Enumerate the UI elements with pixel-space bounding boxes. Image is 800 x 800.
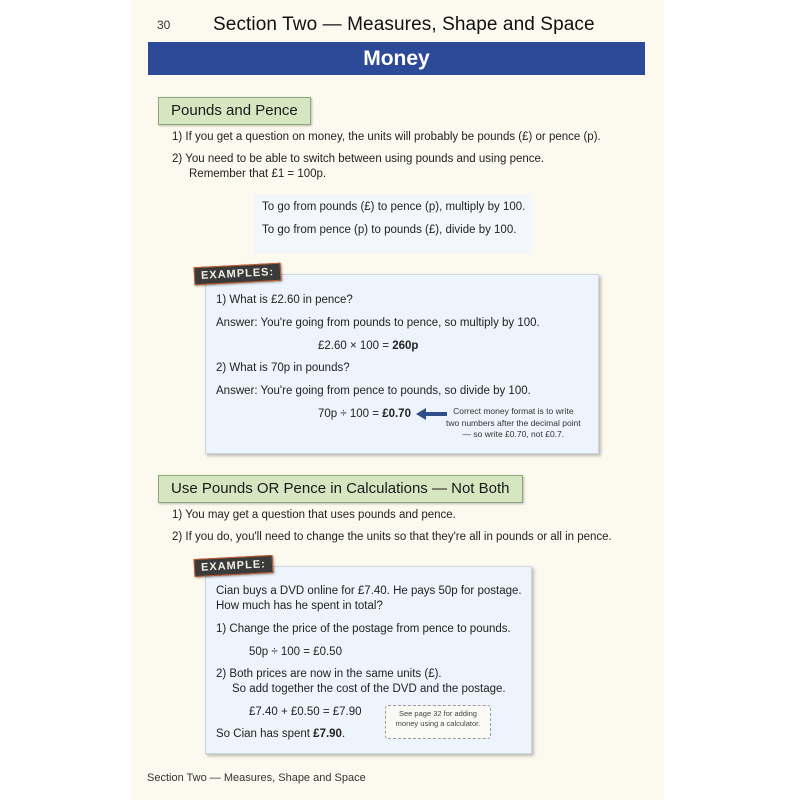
point-2: 2) You need to be able to switch between using pounds and using pence. [172,153,545,165]
calc-1-result: 260p [392,340,419,352]
conclusion-period: . [341,728,346,740]
calc-2-expression: 70p ÷ 100 = [318,408,383,420]
point-1: 1) If you get a question on money, the units will probably be pounds (£) or pence (p). [172,131,601,143]
page-number: 30 [157,18,171,32]
example-answer-2: Answer: You're going from pence to pounds, so divide by 100. [216,385,531,397]
footer-section-title: Section Two — Measures, Shape and Space [147,772,366,784]
example-intro-1: Cian buys a DVD online for £7.40. He pays 50p for postage. [216,585,522,597]
example-question-1: 1) What is £2.60 in pence? [216,294,353,306]
example-intro-2: How much has he spent in total? [216,600,383,612]
example-step-2-calc: £7.40 + £0.50 = £7.90 [249,706,362,718]
rule-pounds-to-pence: To go from pounds (£) to pence (p), multiply by 100. [262,201,526,213]
use-point-1: 1) You may get a question that uses pounds and pence. [172,509,456,521]
money-format-note [446,406,581,441]
note-line-2: two numbers after the decimal point [446,417,581,428]
example-calc-1 [318,339,418,354]
example-question-2: 2) What is 70p in pounds? [216,362,350,374]
conclusion-result: £7.90 [313,728,342,740]
example-step-2-detail: So add together the cost of the DVD and the postage. [232,683,506,695]
example-badge: EXAMPLE: [194,555,274,577]
arrow-left-icon [416,407,448,421]
heading-pounds-and-pence: Pounds and Pence [158,97,311,125]
tip-line-2: money using a calculator. [395,719,481,728]
examples-badge: EXAMPLES: [194,263,282,286]
note-line-1: Correct money format is to write [453,406,574,416]
calc-1-expression: £2.60 × 100 = [318,340,393,352]
conclusion-text: So Cian has spent [216,728,314,740]
use-point-2: 2) If you do, you'll need to change the units so that they're all in pounds or all in pence. [172,531,612,543]
tip-line-1: See page 32 for adding [399,709,477,718]
example-step-1-calc: 50p ÷ 100 = £0.50 [249,646,342,658]
example-step-2: 2) Both prices are now in the same units (£). [216,668,442,680]
section-title: Section Two — Measures, Shape and Space [213,14,595,35]
example-conclusion [216,727,345,742]
rule-pence-to-pounds: To go from pence (p) to pounds (£), divide by 100. [262,224,517,236]
note-line-3: — so write £0.70, not £0.7. [462,429,565,439]
example-step-1: 1) Change the price of the postage from pence to pounds. [216,623,511,635]
example-answer-1: Answer: You're going from pounds to pence, so multiply by 100. [216,317,540,329]
point-2-remember: Remember that £1 = 100p. [189,168,327,180]
heading-use-pounds-or-pence: Use Pounds OR Pence in Calculations — Not Both [158,475,523,503]
calc-2-result: £0.70 [382,408,411,420]
banner-title: Money [363,47,430,70]
title-banner [148,42,645,75]
calculator-tip-note [385,705,491,739]
example-calc-2 [318,407,411,422]
